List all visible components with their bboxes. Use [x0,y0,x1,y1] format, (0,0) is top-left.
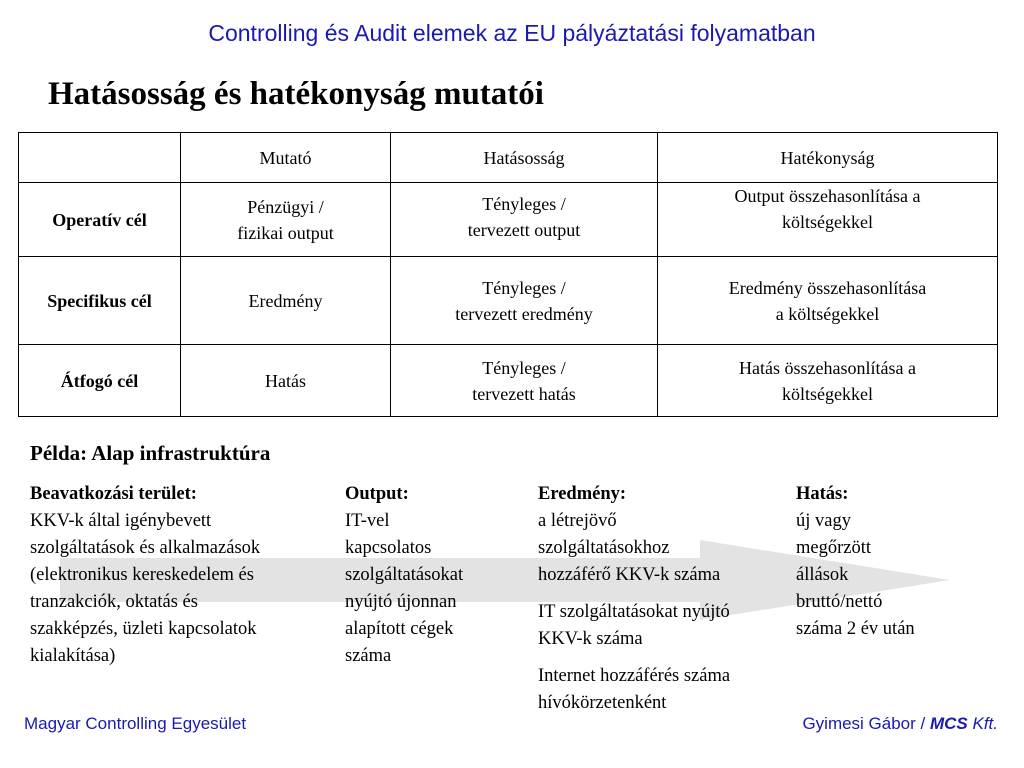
row-label: Operatív cél [19,183,181,257]
indicators-table [18,132,998,417]
header-cell-effectiveness: Hatásosság [391,133,658,183]
indicator-cell [181,183,391,257]
column-line: IT szolgáltatásokat nyújtó [538,602,730,622]
cell-line: Tényleges / [482,194,566,214]
column-line: tranzakciók, oktatás és [30,592,198,612]
footer-author-name: Gyimesi Gábor / [802,714,930,733]
column-line: szakképzés, üzleti kapcsolatok [30,619,257,639]
cell-line: Eredmény [248,290,323,311]
column-line: IT-vel [345,511,390,531]
column-line: hozzáférő KKV-k száma [538,565,721,585]
indicator-cell [181,257,391,345]
table-row [19,257,998,345]
effectiveness-cell [391,257,658,345]
footer-company-suffix: Kft. [967,714,998,733]
cell-line: tervezett hatás [472,383,576,404]
effectiveness-cell [391,183,658,257]
row-label: Specifikus cél [19,257,181,345]
effectiveness-cell [391,345,658,417]
header-cell-efficiency: Hatékonyság [658,133,998,183]
table-header-row [19,133,998,183]
column-line: nyújtó újonnan [345,592,457,612]
row-label: Átfogó cél [19,345,181,417]
column-line: száma [345,646,392,666]
column-line: alapított cégek [345,619,454,639]
column-line: KKV-k száma [538,629,643,649]
table-row [19,183,998,257]
column-line: (elektronikus kereskedelem és [30,565,254,585]
column-line: kialakítása) [30,646,116,666]
cell-line: Output összehasonlítása a [734,186,921,206]
efficiency-cell [658,183,998,257]
column-line: a létrejövő [538,511,617,531]
cell-line: Eredmény összehasonlítása [728,277,927,298]
column-line: bruttó/nettó [796,592,883,612]
cell-line: a költségekkel [775,303,880,324]
column-line: szolgáltatásokat [345,565,464,585]
cell-line: tervezett eredmény [455,303,593,324]
efficiency-cell [658,345,998,417]
column-line: KKV-k által igénybevett [30,511,212,531]
column-line: Internet hozzáférés száma [538,666,731,686]
column-line: szolgáltatásokhoz [538,538,670,558]
slide-main-title: Hatásosság és hatékonyság mutatói [48,76,544,112]
example-column-output [345,481,525,670]
column-line: új vagy [796,511,851,531]
column-heading: Output: [345,484,409,504]
example-column-intervention [30,481,330,670]
footer-organization: Magyar Controlling Egyesület [24,714,247,733]
example-title: Példa: Alap infrastruktúra [30,441,271,465]
column-heading: Hatás: [796,484,849,504]
cell-line: fizikai output [237,222,334,243]
column-line: állások [796,565,849,585]
column-line: hívókörzetenként [538,693,667,713]
column-line: száma 2 év után [796,619,915,639]
cell-line: költségekkel [782,212,873,232]
cell-line: Pénzügyi / [247,196,324,217]
column-line: szolgáltatások és alkalmazások [30,538,261,558]
cell-line: Hatás [265,370,306,391]
table-row [19,345,998,417]
column-line: kapcsolatos [345,538,432,558]
column-heading: Beavatkozási terület: [30,484,197,504]
slide-top-title: Controlling és Audit elemek az EU pályáztatási folyamatban [208,20,816,46]
footer-author [802,714,998,734]
column-line: megőrzött [796,538,872,558]
example-column-result [538,481,788,717]
header-cell-empty [19,133,181,183]
header-cell-indicator: Mutató [181,133,391,183]
cell-line: tervezett output [467,220,581,240]
cell-line: költségekkel [782,383,873,404]
efficiency-cell [658,257,998,345]
column-heading: Eredmény: [538,484,627,504]
cell-line: Tényleges / [482,357,566,378]
cell-line: Hatás összehasonlítása a [739,357,916,378]
indicator-cell [181,345,391,417]
example-column-impact [796,481,996,643]
cell-line: Tényleges / [482,277,566,298]
footer-brand: MCS [929,714,968,733]
